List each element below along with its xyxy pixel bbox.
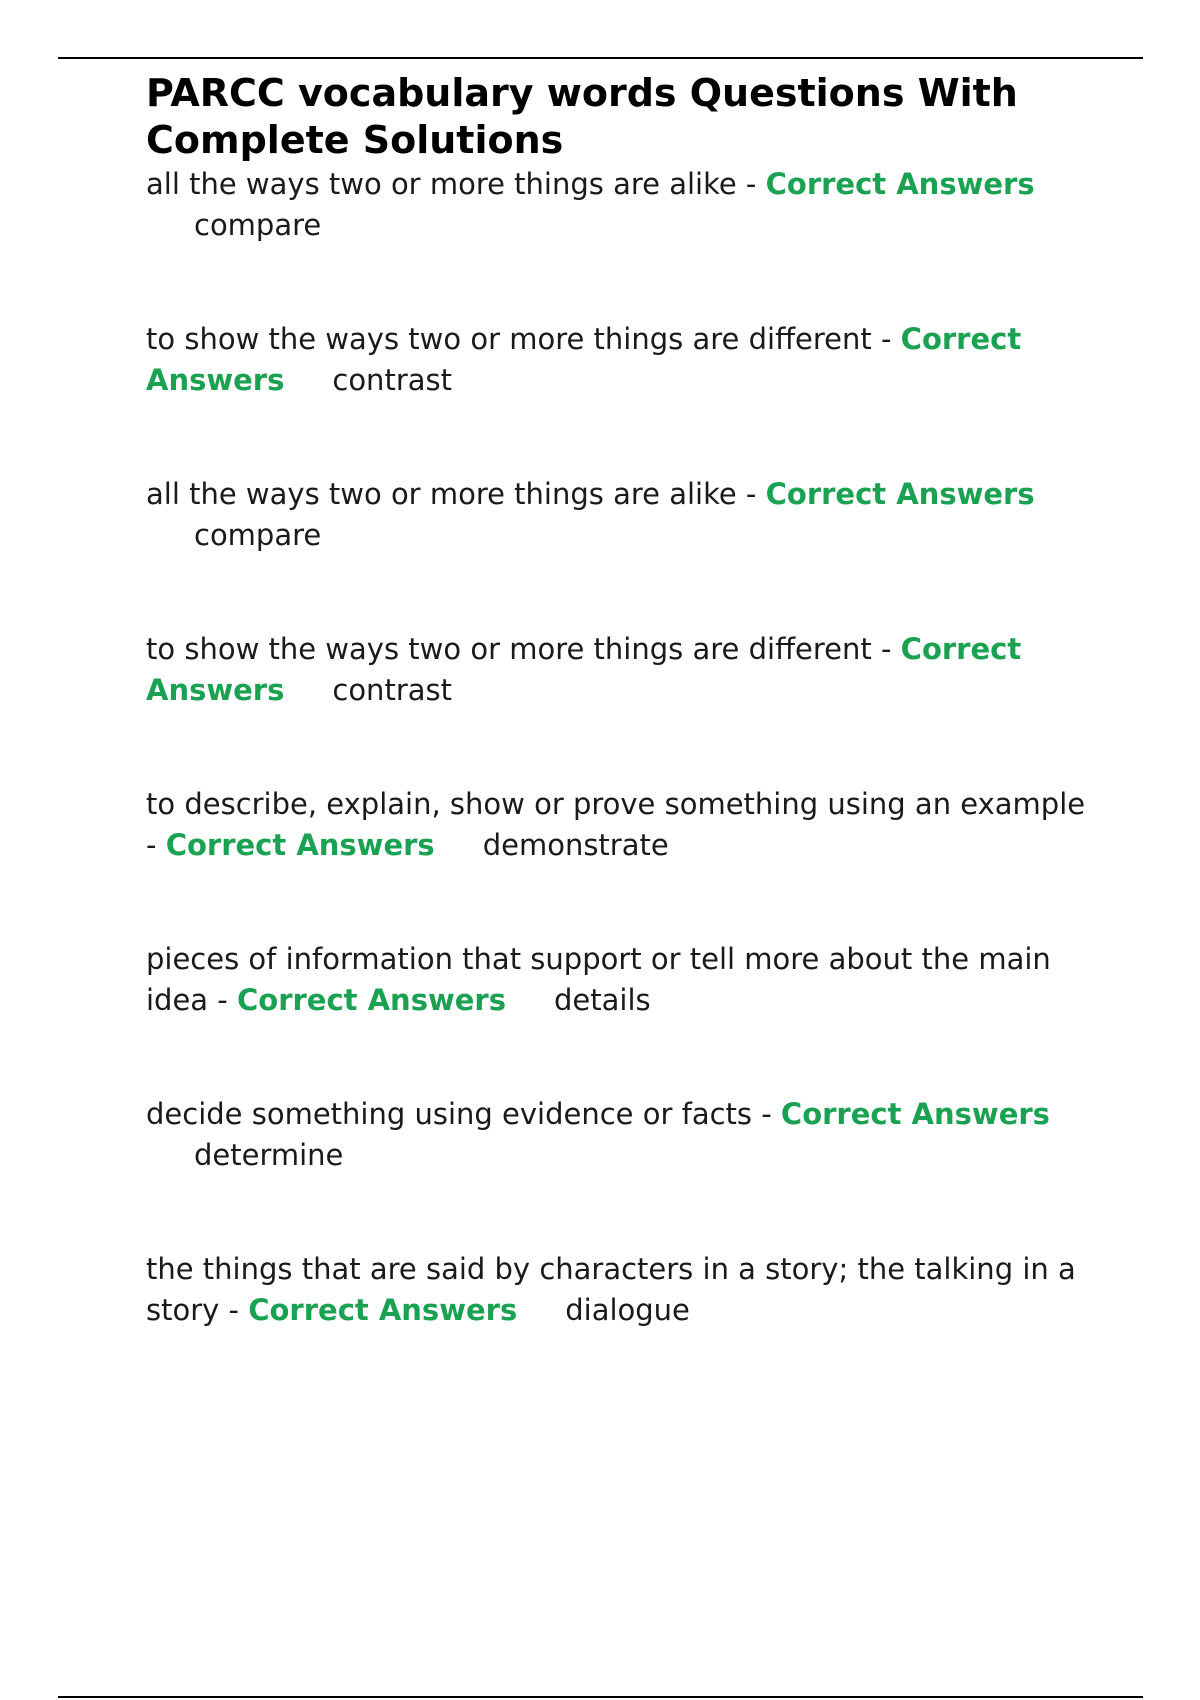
separator: -: [146, 828, 166, 862]
question-text: decide something using evidence or facts: [146, 1097, 753, 1131]
answer-text: contrast: [332, 363, 452, 397]
answer-text: dialogue: [565, 1293, 690, 1327]
qa-item: [146, 1249, 1096, 1331]
question-text: to show the ways two or more things are different: [146, 322, 872, 356]
correct-answers-label: Correct Answers: [146, 632, 1022, 707]
answer-text: demonstrate: [482, 828, 669, 862]
qa-item: [146, 629, 1096, 711]
question-text: the things that are said by characters in a story; the talking in a story: [146, 1252, 1076, 1327]
document-title: PARCC vocabulary words Questions With Complete Solutions: [146, 71, 1018, 162]
correct-answers-label: Correct Answers: [146, 322, 1022, 397]
correct-answers-label: Correct Answers: [165, 828, 435, 862]
bottom-rule: [58, 1696, 1143, 1698]
correct-answers-label: Correct Answers: [765, 477, 1035, 511]
answer-text: compare: [194, 208, 322, 242]
separator: -: [736, 477, 766, 511]
qa-item: [146, 939, 1096, 1021]
qa-list: [146, 164, 1096, 1331]
correct-answers-label: Correct Answers: [236, 983, 506, 1017]
separator: -: [208, 983, 237, 1017]
answer-text: contrast: [332, 673, 452, 707]
qa-item: [146, 164, 1096, 246]
separator: -: [752, 1097, 781, 1131]
qa-item: [146, 474, 1096, 556]
top-rule: [58, 57, 1143, 59]
question-text: all the ways two or more things are alike: [146, 477, 737, 511]
correct-answers-label: Correct Answers: [765, 167, 1035, 201]
qa-item: [146, 1094, 1096, 1176]
correct-answers-label: Correct Answers: [780, 1097, 1050, 1131]
separator: -: [219, 1293, 249, 1327]
document-body: [146, 70, 1096, 1404]
answer-text: details: [554, 983, 651, 1017]
separator: -: [871, 322, 901, 356]
separator: -: [871, 632, 901, 666]
question-text: to show the ways two or more things are different: [146, 632, 872, 666]
answer-text: determine: [194, 1138, 344, 1172]
separator: -: [736, 167, 766, 201]
question-text: to describe, explain, show or prove something using an example: [146, 787, 1086, 821]
qa-item: [146, 319, 1096, 401]
answer-text: compare: [194, 518, 322, 552]
question-text: all the ways two or more things are alike: [146, 167, 737, 201]
qa-item: [146, 784, 1096, 866]
question-text: pieces of information that support or tell more about the main idea: [146, 942, 1051, 1017]
correct-answers-label: Correct Answers: [248, 1293, 518, 1327]
